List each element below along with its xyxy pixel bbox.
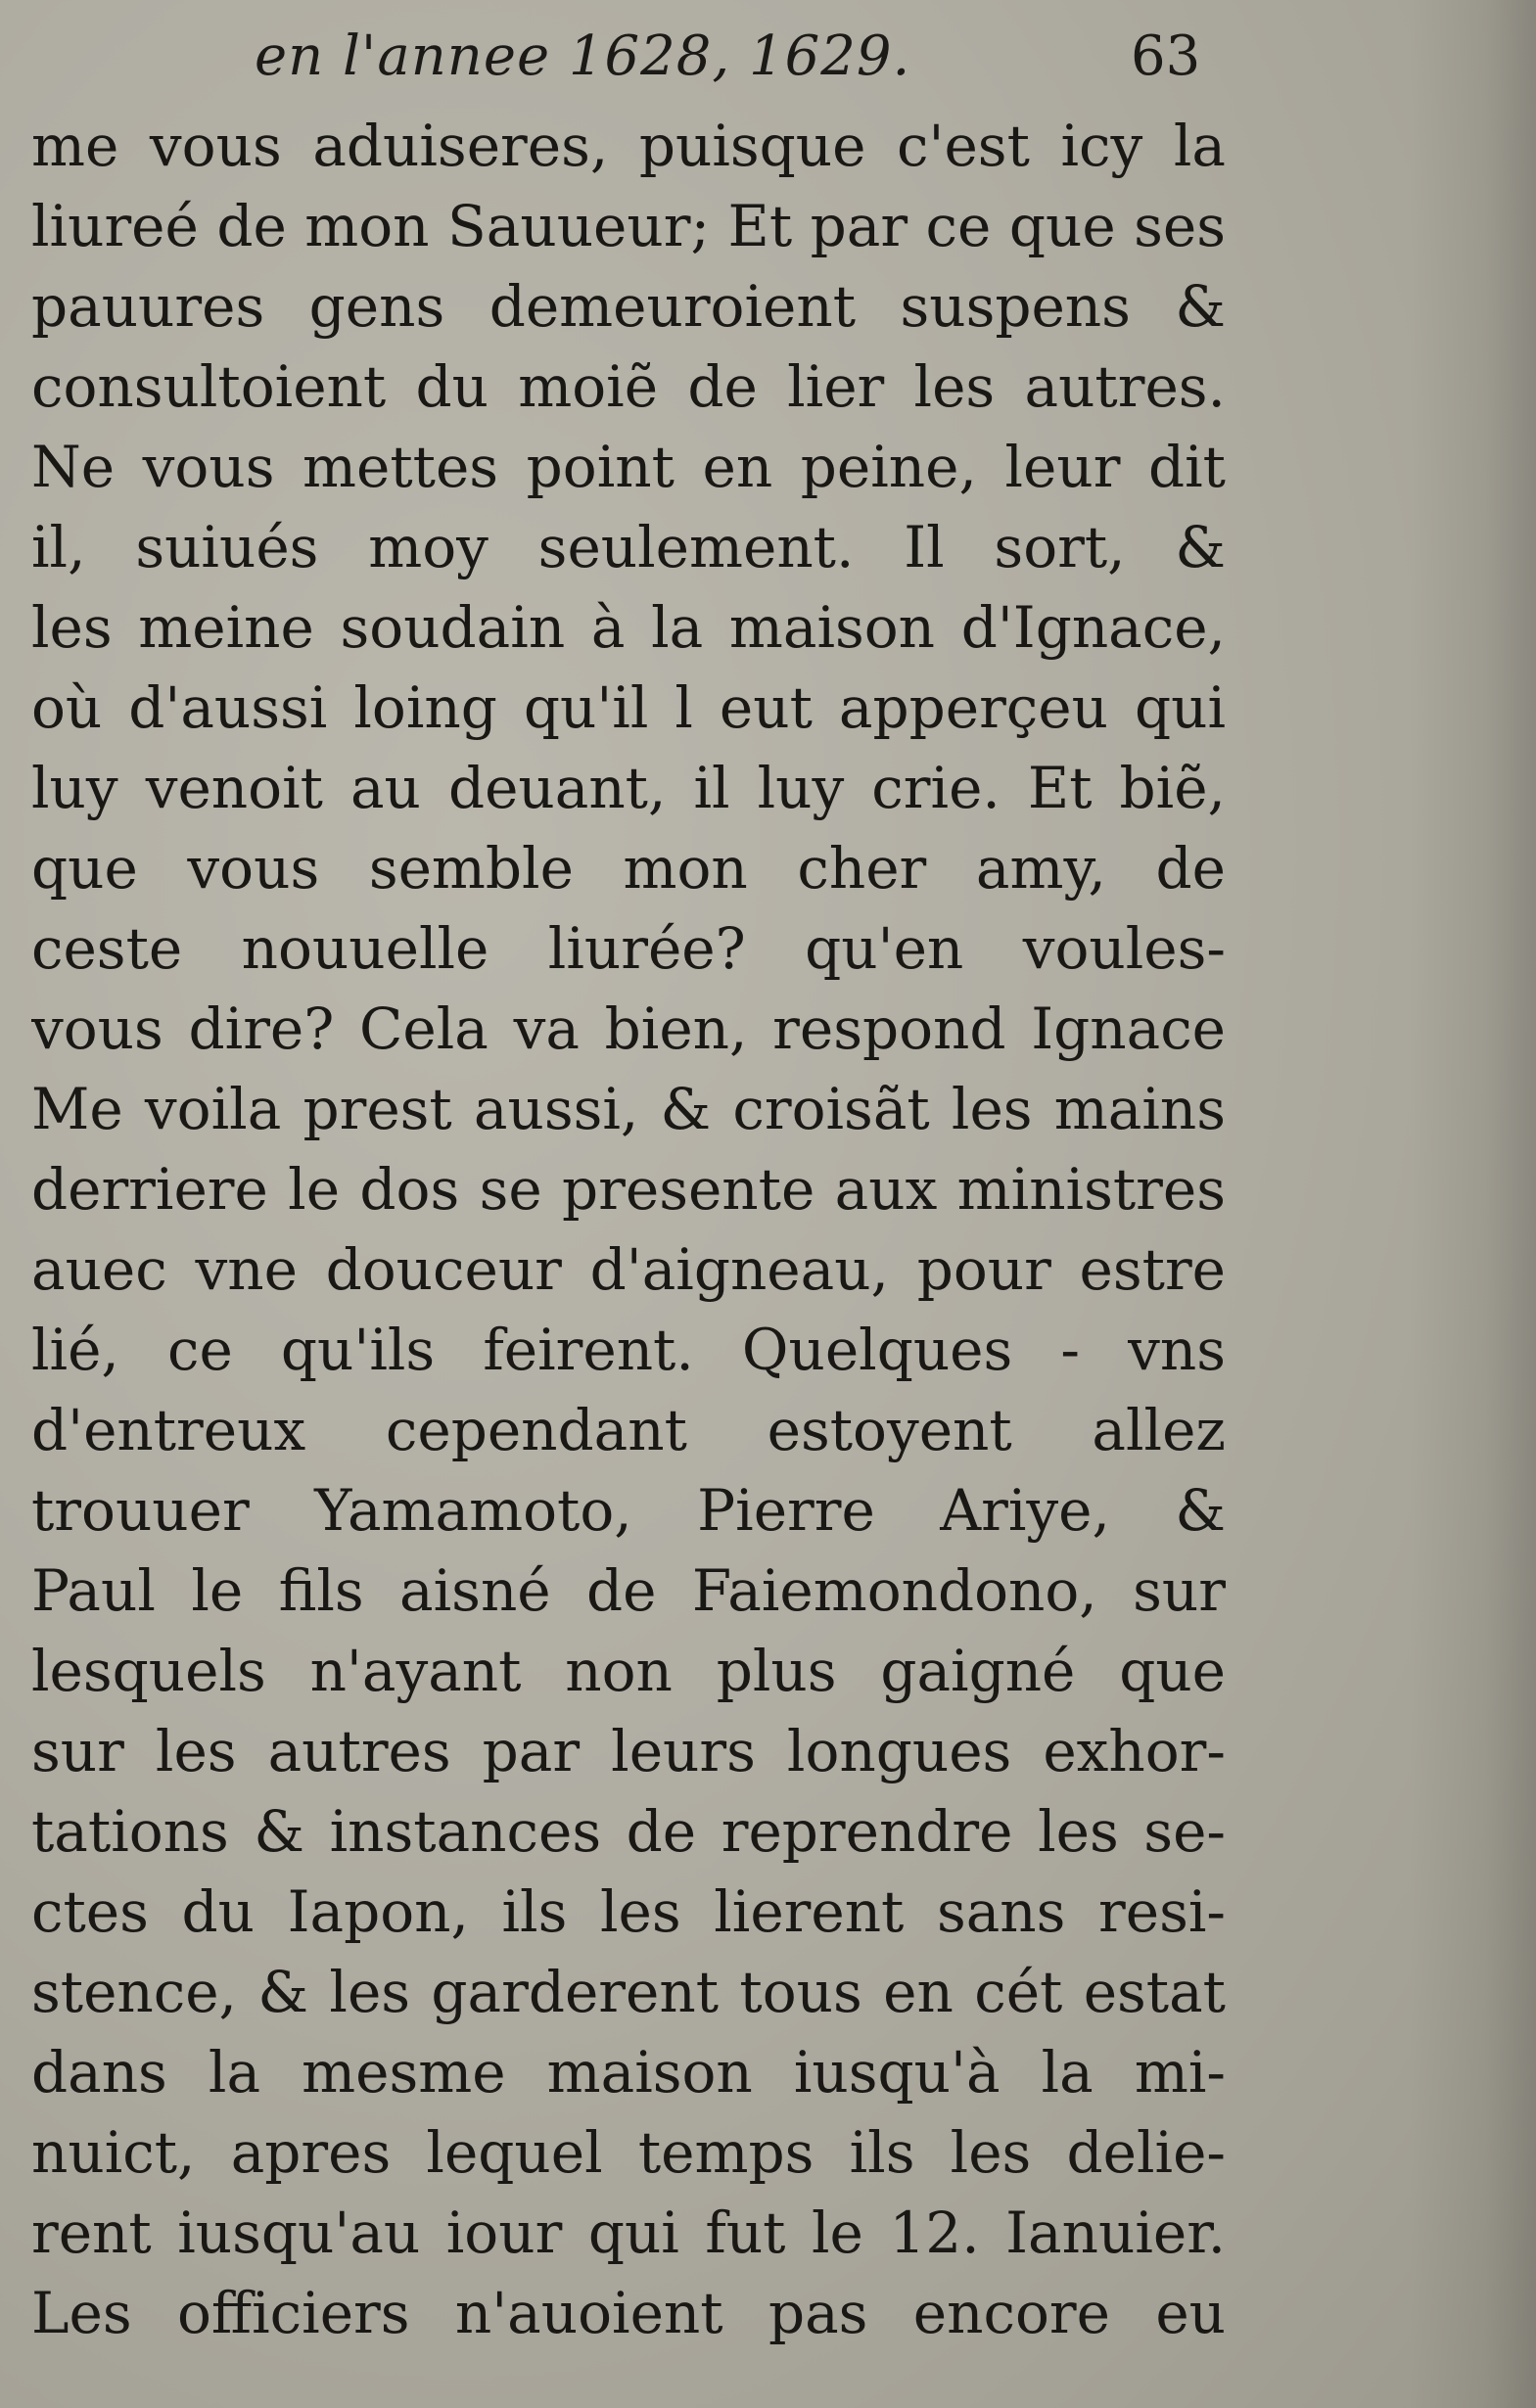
text-line: ctes du Iapon, ils les lierent sans resi- [31,1878,1226,1945]
text-line: Paul le fils aisné de Faiemondono, sur [31,1557,1226,1624]
text-line: où d'aussi loing qu'il l eut apperçeu qui [31,674,1226,741]
running-title: en l'annee 1628, 1629. [255,24,911,88]
text-line: dans la mesme maison iusqu'à la mi- [31,2039,1226,2106]
text-line: Les officiers n'auoient pas encore eu [31,2280,1226,2346]
text-line: Ne vous mettes point en peine, leur dit [31,434,1226,500]
text-line: consultoient du moiẽ de lier les autres. [31,353,1226,420]
text-line: vous dire? Cela va bien, respond Ignace [31,996,1226,1062]
page-edge-shadow [1409,0,1536,2408]
text-line: que vous semble mon cher amy, de [31,835,1226,902]
text-line: me vous aduiseres, puisque c'est icy la [31,113,1226,179]
text-line: stence, & les garderent tous en cét estat [31,1959,1226,2025]
text-line: derriere le dos se presente aux ministres [31,1156,1226,1223]
text-line: nuict, apres lequel temps ils les delie- [31,2119,1226,2186]
page-number: 63 [1131,24,1201,88]
text-line: d'entreux cependant estoyent allez [31,1397,1226,1463]
text-line: les meine soudain à la maison d'Ignace, [31,594,1226,661]
body-text [31,106,1226,2353]
text-line: Me voila prest aussi, & croisãt les mains [31,1076,1226,1142]
text-line: trouuer Yamamoto, Pierre Ariye, & [31,1477,1226,1544]
text-line: luy venoit au deuant, il luy crie. Et biẽ, [31,755,1226,821]
text-line: lié, ce qu'ils feirent. Quelques - vns [31,1317,1226,1383]
text-line: liureé de mon Sauueur; Et par ce que ses [31,193,1226,259]
text-line: rent iusqu'au iour qui fut le 12. Ianuier. [31,2200,1226,2266]
text-line: il, suiués moy seulement. Il sort, & [31,514,1226,580]
page-header [255,22,1214,92]
text-line: sur les autres par leurs longues exhor- [31,1718,1226,1784]
text-line: lesquels n'ayant non plus gaigné que [31,1638,1226,1704]
text-line: tations & instances de reprendre les se- [31,1798,1226,1865]
text-line: ceste nouuelle liurée? qu'en voules- [31,915,1226,982]
text-line: auec vne douceur d'aigneau, pour estre [31,1236,1226,1303]
text-line: pauures gens demeuroient suspens & [31,273,1226,340]
